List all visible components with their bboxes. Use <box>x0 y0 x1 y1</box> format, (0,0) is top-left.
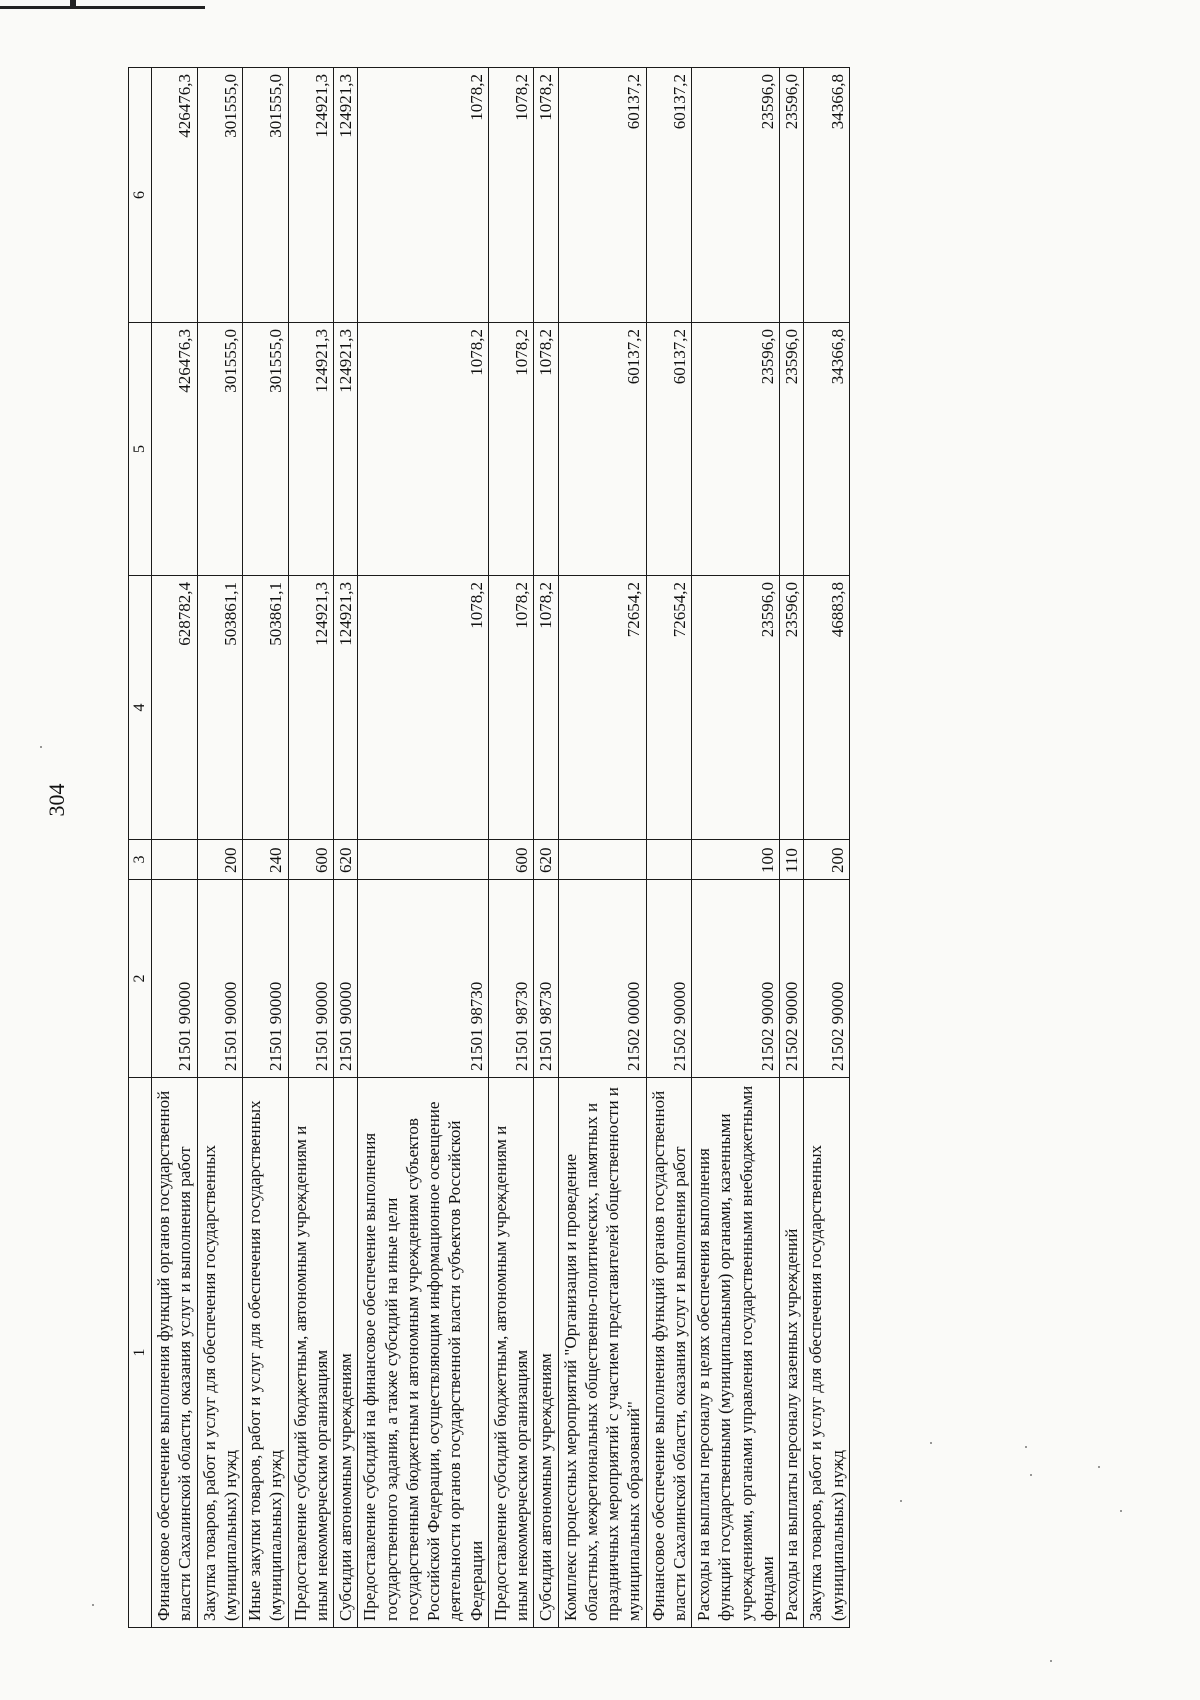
row-code: 21501 98730 <box>488 880 534 1078</box>
page-number: 304 <box>44 783 69 817</box>
row-name: Предоставление субсидий бюджетным, автономным учреждениям и иным некоммерческим организациям <box>488 1078 534 1628</box>
row-value-col6: 301555,0 <box>243 68 289 323</box>
row-code: 21501 90000 <box>243 880 289 1078</box>
row-expense-type <box>358 840 489 880</box>
column-number-5: 5 <box>129 323 152 576</box>
table-row <box>288 68 334 1628</box>
row-value-col5: 301555,0 <box>197 323 243 576</box>
row-name: Предоставление субсидий на финансовое обеспечение выполнения государственного задания, а также субсидий на иные цели государственным бюджетным и автономным учреждениям субъектов Российской Федерации, осуществляющим информационное освещение деятельности органов государственной власти субъектов Российской Федерации <box>358 1078 489 1628</box>
row-value-col4: 72654,2 <box>646 576 692 840</box>
row-expense-type: 600 <box>288 840 334 880</box>
table-row <box>197 68 243 1628</box>
row-value-col5: 124921,3 <box>288 323 334 576</box>
row-expense-type: 620 <box>534 840 558 880</box>
row-value-col6: 1078,2 <box>358 68 489 323</box>
row-value-col5: 23596,0 <box>780 323 804 576</box>
row-value-col5: 60137,2 <box>558 323 646 576</box>
row-value-col4: 628782,4 <box>152 576 198 840</box>
row-name: Субсидии автономным учреждениям <box>334 1078 358 1628</box>
row-code: 21502 00000 <box>558 880 646 1078</box>
row-expense-type: 100 <box>692 840 780 880</box>
row-code: 21501 90000 <box>334 880 358 1078</box>
row-code: 21502 90000 <box>804 880 850 1078</box>
row-value-col4: 23596,0 <box>692 576 780 840</box>
row-value-col4: 1078,2 <box>534 576 558 840</box>
column-number-row <box>129 68 152 1628</box>
row-expense-type: 620 <box>334 840 358 880</box>
table-row <box>152 68 198 1628</box>
row-name: Финансовое обеспечение выполнения функций органов государственной власти Сахалинской области, оказания услуг и выполнения работ <box>152 1078 198 1628</box>
row-value-col4: 23596,0 <box>780 576 804 840</box>
row-expense-type: 600 <box>488 840 534 880</box>
row-value-col5: 1078,2 <box>534 323 558 576</box>
row-code: 21501 90000 <box>197 880 243 1078</box>
row-value-col6: 34366,8 <box>804 68 850 323</box>
column-number-4: 4 <box>129 576 152 840</box>
table-row <box>488 68 534 1628</box>
row-value-col5: 23596,0 <box>692 323 780 576</box>
table-row <box>243 68 289 1628</box>
row-name: Финансовое обеспечение выполнения функций органов государственной власти Сахалинской области, оказания услуг и выполнения работ <box>646 1078 692 1628</box>
table-row <box>358 68 489 1628</box>
row-value-col5: 34366,8 <box>804 323 850 576</box>
row-value-col6: 60137,2 <box>646 68 692 323</box>
row-value-col4: 1078,2 <box>358 576 489 840</box>
row-code: 21502 90000 <box>780 880 804 1078</box>
row-expense-type: 110 <box>780 840 804 880</box>
column-number-2: 2 <box>129 880 152 1078</box>
row-value-col5: 60137,2 <box>646 323 692 576</box>
table-row <box>780 68 804 1628</box>
row-code: 21502 90000 <box>646 880 692 1078</box>
table-row <box>534 68 558 1628</box>
row-expense-type <box>152 840 198 880</box>
row-value-col5: 124921,3 <box>334 323 358 576</box>
row-name: Закупка товаров, работ и услуг для обеспечения государственных (муниципальных) нужд <box>197 1078 243 1628</box>
row-value-col5: 1078,2 <box>488 323 534 576</box>
column-number-3: 3 <box>129 840 152 880</box>
table-row <box>692 68 780 1628</box>
row-value-col6: 124921,3 <box>334 68 358 323</box>
row-expense-type <box>558 840 646 880</box>
row-value-col4: 124921,3 <box>288 576 334 840</box>
row-value-col6: 426476,3 <box>152 68 198 323</box>
row-code: 21501 98730 <box>534 880 558 1078</box>
row-value-col4: 1078,2 <box>488 576 534 840</box>
row-name: Расходы на выплаты персоналу казенных учреждений <box>780 1078 804 1628</box>
row-code: 21501 90000 <box>152 880 198 1078</box>
row-value-col6: 23596,0 <box>692 68 780 323</box>
row-code: 21501 90000 <box>288 880 334 1078</box>
row-expense-type: 200 <box>804 840 850 880</box>
row-value-col4: 503861,1 <box>197 576 243 840</box>
row-name: Закупка товаров, работ и услуг для обеспечения государственных (муниципальных) нужд <box>804 1078 850 1628</box>
table-row <box>646 68 692 1628</box>
scan-edge-tick <box>70 0 76 7</box>
row-value-col5: 301555,0 <box>243 323 289 576</box>
row-name: Субсидии автономным учреждениям <box>534 1078 558 1628</box>
row-value-col4: 124921,3 <box>334 576 358 840</box>
row-value-col5: 1078,2 <box>358 323 489 576</box>
budget-table <box>128 67 850 1628</box>
rotated-page-content <box>128 68 1168 1628</box>
row-value-col6: 1078,2 <box>534 68 558 323</box>
row-value-col5: 426476,3 <box>152 323 198 576</box>
table-row <box>334 68 358 1628</box>
column-number-1: 1 <box>129 1078 152 1628</box>
row-code: 21502 90000 <box>692 880 780 1078</box>
row-value-col4: 46883,8 <box>804 576 850 840</box>
row-value-col4: 72654,2 <box>558 576 646 840</box>
column-number-6: 6 <box>129 68 152 323</box>
row-value-col6: 124921,3 <box>288 68 334 323</box>
row-value-col6: 1078,2 <box>488 68 534 323</box>
budget-table-body <box>129 68 850 1628</box>
row-name: Комплекс процессных мероприятий "Организация и проведение областных, межрегиональных общественно-политических, памятных и праздничных мероприятий с участием представителей общественности и муниципальных образований" <box>558 1078 646 1628</box>
scan-edge-mark <box>0 6 205 9</box>
row-value-col6: 23596,0 <box>780 68 804 323</box>
row-value-col4: 503861,1 <box>243 576 289 840</box>
row-code: 21501 98730 <box>358 880 489 1078</box>
row-name: Предоставление субсидий бюджетным, автономным учреждениям и иным некоммерческим организациям <box>288 1078 334 1628</box>
row-name: Расходы на выплаты персоналу в целях обеспечения выполнения функций государственными (муниципальными) органами, казенными учреждениями, органами управления государственными внебюджетными фондами <box>692 1078 780 1628</box>
row-value-col6: 301555,0 <box>197 68 243 323</box>
row-expense-type <box>646 840 692 880</box>
row-expense-type: 240 <box>243 840 289 880</box>
row-value-col6: 60137,2 <box>558 68 646 323</box>
table-row <box>558 68 646 1628</box>
row-expense-type: 200 <box>197 840 243 880</box>
row-name: Иные закупки товаров, работ и услуг для обеспечения государственных (муниципальных) нужд <box>243 1078 289 1628</box>
table-row <box>804 68 850 1628</box>
